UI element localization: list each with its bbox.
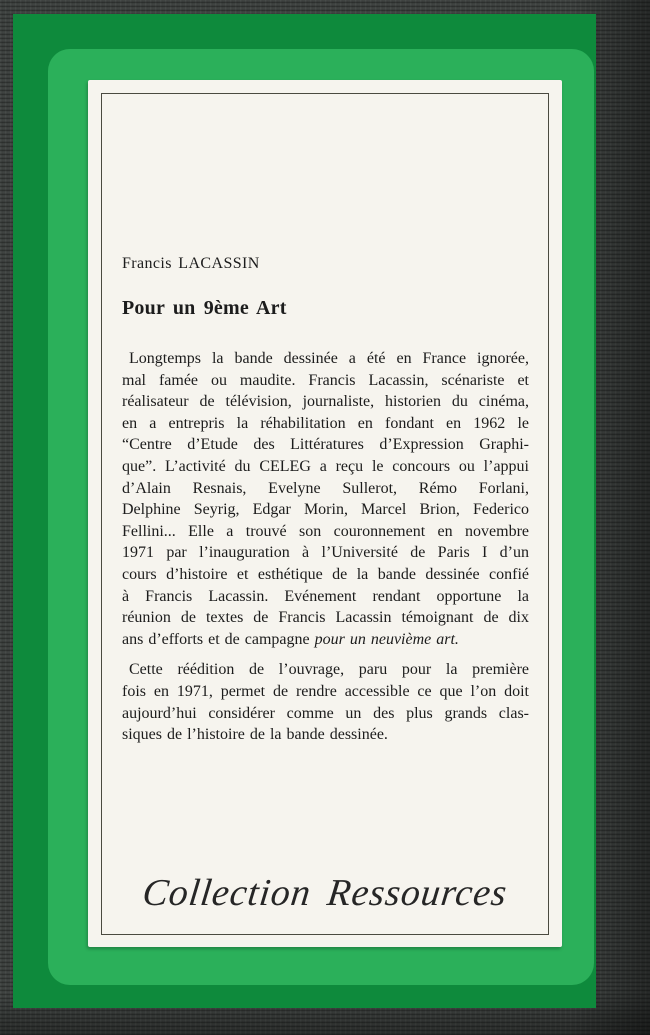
text-segment: ans d’efforts et de campagne <box>122 630 315 648</box>
blurb-paragraph <box>122 659 529 745</box>
collection-name: Collection Ressources <box>140 872 510 914</box>
text-line: Fellini... Elle a trouvé son couronnement en novembre <box>122 522 529 540</box>
blurb-paragraph <box>122 348 529 650</box>
text-line: fois en 1971, permet de rendre accessible ce que l’on doit <box>122 682 529 700</box>
text-line: “Centre d’Etude des Littératures d’Expression Graphi- <box>122 436 529 454</box>
text-line: à Francis Lacassin. Evénement rendant opportune la <box>122 587 529 605</box>
text-line: réalisateur de télévision, journaliste, historien du cinéma, <box>122 393 529 411</box>
text-line: 1971 par l’inauguration à l’Université de Paris I d’un <box>122 544 529 562</box>
text-segment: siques de l’histoire de la bande dessinée. <box>122 726 388 744</box>
text-line: cours d’histoire et esthétique de la bande dessinée confié <box>122 565 529 583</box>
text-line: mal famée ou maudite. Francis Lacassin, scénariste et <box>122 371 529 389</box>
back-cover-blurb <box>122 348 529 746</box>
text-line: d’Alain Resnais, Evelyne Sullerot, Rémo Forlani, <box>122 479 529 497</box>
text-line: Longtemps la bande dessinée a été en France ignorée, <box>129 350 529 367</box>
text-line <box>122 629 529 651</box>
cover-text-panel <box>88 80 562 947</box>
text-line: réunion de textes de Francis Lacassin témoignant de dix <box>122 609 529 627</box>
book-title: Pour un 9ème Art <box>122 297 287 319</box>
text-line: Cette réédition de l’ouvrage, paru pour la première <box>129 661 529 679</box>
text-line: que”. L’activité du CELEG a reçu le concours ou l’appui <box>122 457 529 475</box>
text-line: aujourd’hui considérer comme un des plus grands clas- <box>122 704 529 722</box>
author-name: Francis LACASSIN <box>122 255 260 272</box>
text-line: en a entrepris la réhabilitation en fondant en 1962 le <box>122 414 529 432</box>
text-line <box>122 724 529 746</box>
italic-phrase: pour un neuvième art. <box>314 630 459 648</box>
text-line: Delphine Seyrig, Edgar Morin, Marcel Brion, Federico <box>122 501 529 519</box>
